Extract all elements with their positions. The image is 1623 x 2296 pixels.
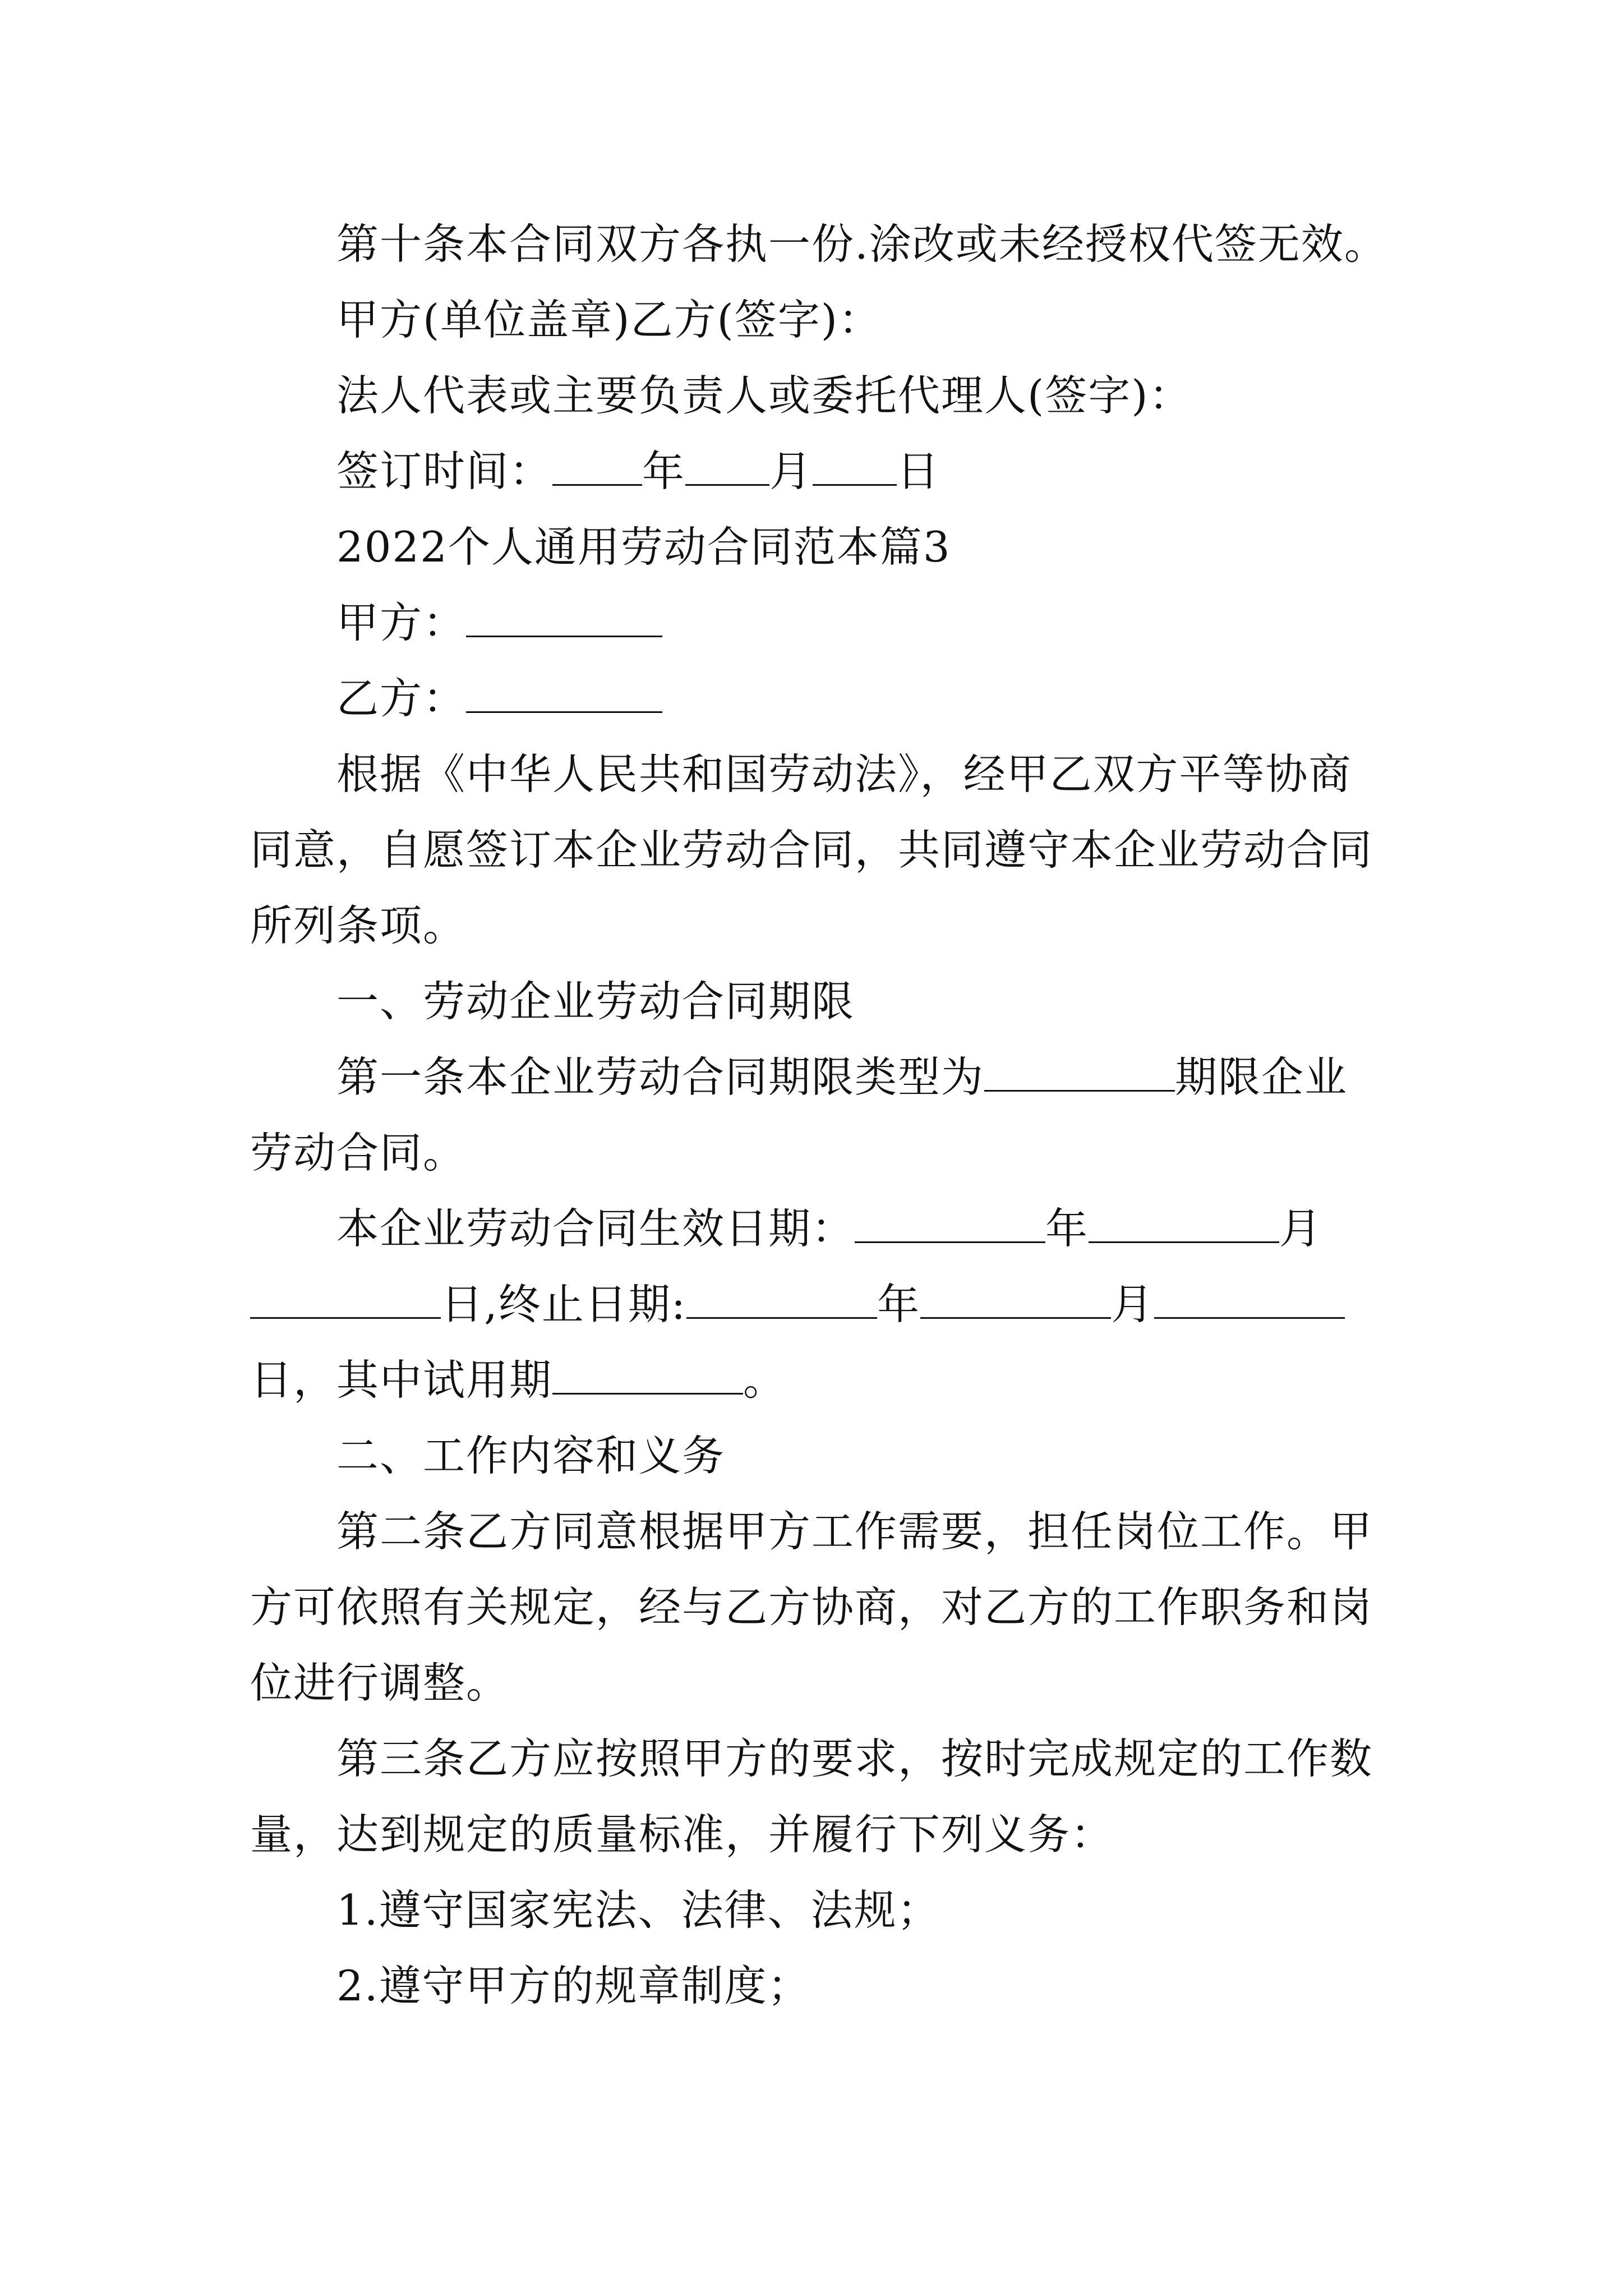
label: 乙方： <box>336 674 467 723</box>
text: 期限企业 <box>1175 1052 1348 1102</box>
paragraph-article-10 <box>336 216 1387 272</box>
paragraph-intro-cont <box>250 898 466 954</box>
article-1-cont <box>250 1125 466 1181</box>
effective-day-blank[interactable] <box>250 1279 441 1319</box>
article-3-cont <box>250 1806 1114 1862</box>
text: 第二条乙方同意根据甲方工作需要，担任岗位工作。甲 <box>336 1507 1373 1556</box>
text: 所列条项。 <box>250 901 467 950</box>
legal-representative-line <box>336 367 1192 424</box>
label: 签订时间： <box>336 447 553 496</box>
effective-date-line <box>336 1200 1322 1257</box>
text: 月 <box>769 447 813 496</box>
text: 同意，自愿签订本企业劳动合同，共同遵守本企业劳动合同 <box>250 825 1373 875</box>
party-a-blank[interactable] <box>466 597 662 637</box>
end-date-line <box>250 1276 1345 1332</box>
article-3-line <box>336 1731 1373 1787</box>
paragraph-intro-cont <box>250 822 1373 878</box>
end-month-blank[interactable] <box>920 1279 1111 1319</box>
text: 第十条本合同双方各执一份.涂改或未经授权代签无效。 <box>336 219 1387 269</box>
party-b-blank[interactable] <box>466 673 662 713</box>
list-item <box>336 1958 811 2014</box>
text: 年 <box>642 447 686 496</box>
text: 年 <box>877 1280 921 1329</box>
party-a-line <box>336 595 662 651</box>
label: 甲方： <box>336 598 467 647</box>
heading-term <box>336 973 855 1029</box>
text: 二、工作内容和义务 <box>336 1431 726 1480</box>
text: 日,终止日期: <box>441 1280 687 1329</box>
section-title <box>336 519 951 575</box>
effective-year-blank[interactable] <box>855 1203 1045 1243</box>
end-day-blank[interactable] <box>1154 1279 1345 1319</box>
effective-month-blank[interactable] <box>1089 1203 1279 1243</box>
probation-blank[interactable] <box>552 1355 743 1395</box>
text: 。 <box>743 1355 787 1405</box>
month-blank[interactable] <box>685 446 769 486</box>
term-type-blank[interactable] <box>984 1052 1175 1092</box>
article-2-cont <box>250 1655 509 1711</box>
paragraph-intro <box>336 746 1352 802</box>
heading-duties <box>336 1428 725 1484</box>
text: 年 <box>1045 1204 1089 1253</box>
article-2-cont <box>250 1579 1373 1635</box>
text: 第三条乙方应按照甲方的要求，按时完成规定的工作数 <box>336 1734 1373 1783</box>
text: 2.遵守甲方的规章制度； <box>336 1961 811 2010</box>
text: 量，达到规定的质量标准，并履行下列义务： <box>250 1810 1114 1859</box>
text: 日，其中试用期 <box>250 1355 553 1405</box>
text: 第一条本企业劳动合同期限类型为 <box>336 1052 985 1102</box>
text: 月 <box>1279 1204 1323 1253</box>
text: 方可依照有关规定，经与乙方协商，对乙方的工作职务和岗 <box>250 1582 1373 1632</box>
probation-line <box>250 1352 786 1408</box>
signing-date-line <box>336 443 940 499</box>
text: 日 <box>897 447 940 496</box>
text: 月 <box>1111 1280 1155 1329</box>
text: 甲方(单位盖章)乙方(签字)： <box>336 295 882 344</box>
text: 位进行调整。 <box>250 1658 510 1708</box>
text: 劳动合同。 <box>250 1128 467 1177</box>
text: 2022个人通用劳动合同范本篇3 <box>336 522 951 572</box>
year-blank[interactable] <box>552 446 642 486</box>
day-blank[interactable] <box>813 446 897 486</box>
party-b-line <box>336 670 662 726</box>
text: 一、劳动企业劳动合同期限 <box>336 977 855 1026</box>
text: 1.遵守国家宪法、法律、法规； <box>336 1885 940 1935</box>
article-2-line <box>336 1503 1373 1559</box>
signature-party-line <box>336 292 882 348</box>
text: 本企业劳动合同生效日期： <box>336 1204 855 1253</box>
end-year-blank[interactable] <box>686 1279 877 1319</box>
article-1-line <box>336 1049 1348 1105</box>
text: 法人代表或主要负责人或委托代理人(签字)： <box>336 371 1192 420</box>
text: 根据《中华人民共和国劳动法》，经甲乙双方平等协商 <box>336 749 1352 799</box>
list-item <box>336 1882 940 1938</box>
